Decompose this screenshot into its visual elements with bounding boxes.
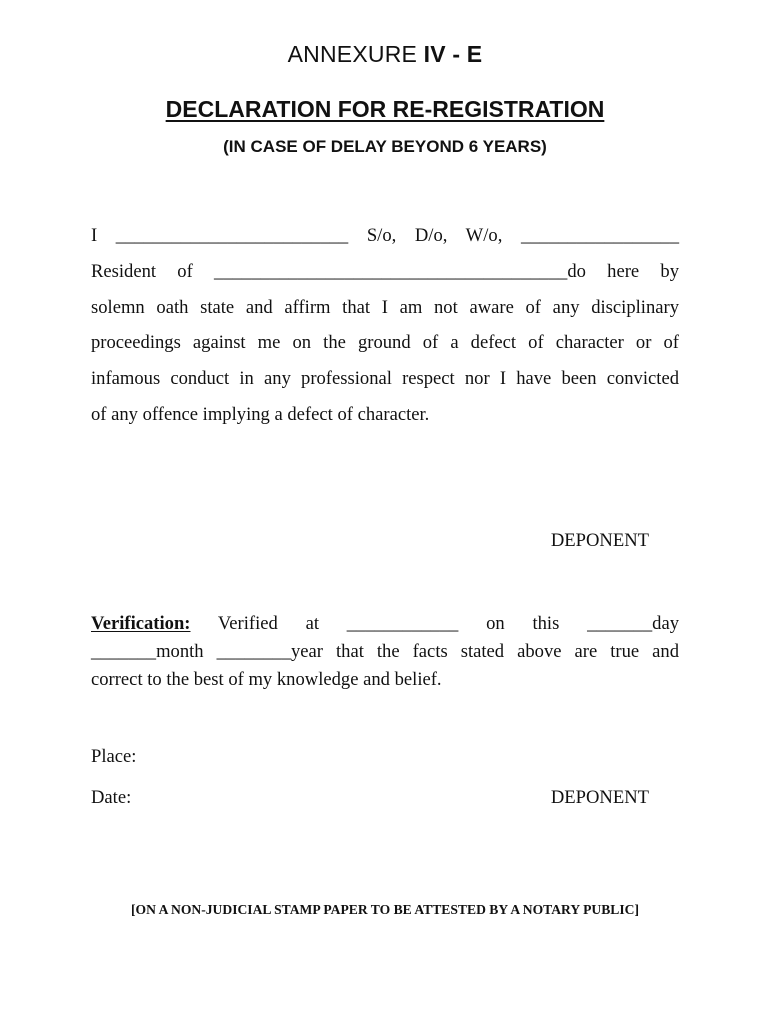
verification-paragraph [91, 610, 679, 694]
stamp-paper-note: [ON A NON-JUDICIAL STAMP PAPER TO BE ATTESTED BY A NOTARY PUBLIC] [131, 902, 639, 917]
deponent-signature-label-2: DEPONENT [550, 787, 649, 808]
verification-line-2: _______month ________year that the facts stated above are true and [91, 641, 679, 662]
date-label: Date: [91, 787, 132, 808]
verification-line-1-text: Verified at ____________ on this _______day [190, 613, 679, 634]
declaration-line-3: solemn oath state and affirm that I am not aware of any disciplinary [91, 296, 679, 318]
deponent-signature-label: DEPONENT [550, 530, 649, 551]
declaration-line-4: proceedings against me on the ground of a defect of character or of [91, 332, 679, 354]
declaration-line-2: Resident of ______________________________________do here by [91, 260, 679, 282]
annexure-code: IV - E [423, 41, 483, 67]
document-subtitle: (IN CASE OF DELAY BEYOND 6 YEARS) [223, 137, 547, 156]
declaration-paragraph [91, 218, 679, 433]
declaration-line-5: infamous conduct in any professional respect nor I have been convicted [91, 368, 679, 390]
annexure-heading [0, 41, 770, 68]
annexure-prefix: ANNEXURE [287, 41, 418, 67]
declaration-line-1: I _________________________ S/o, D/o, W/o, _________________ [91, 225, 679, 246]
document-title: DECLARATION FOR RE-REGISTRATION [165, 96, 605, 122]
verification-label: Verification: [91, 613, 191, 634]
declaration-line-6: of any offence implying a defect of character. [91, 403, 430, 425]
verification-line-1 [91, 610, 679, 638]
verification-line-3: correct to the best of my knowledge and belief. [91, 669, 442, 690]
place-label: Place: [91, 746, 137, 767]
